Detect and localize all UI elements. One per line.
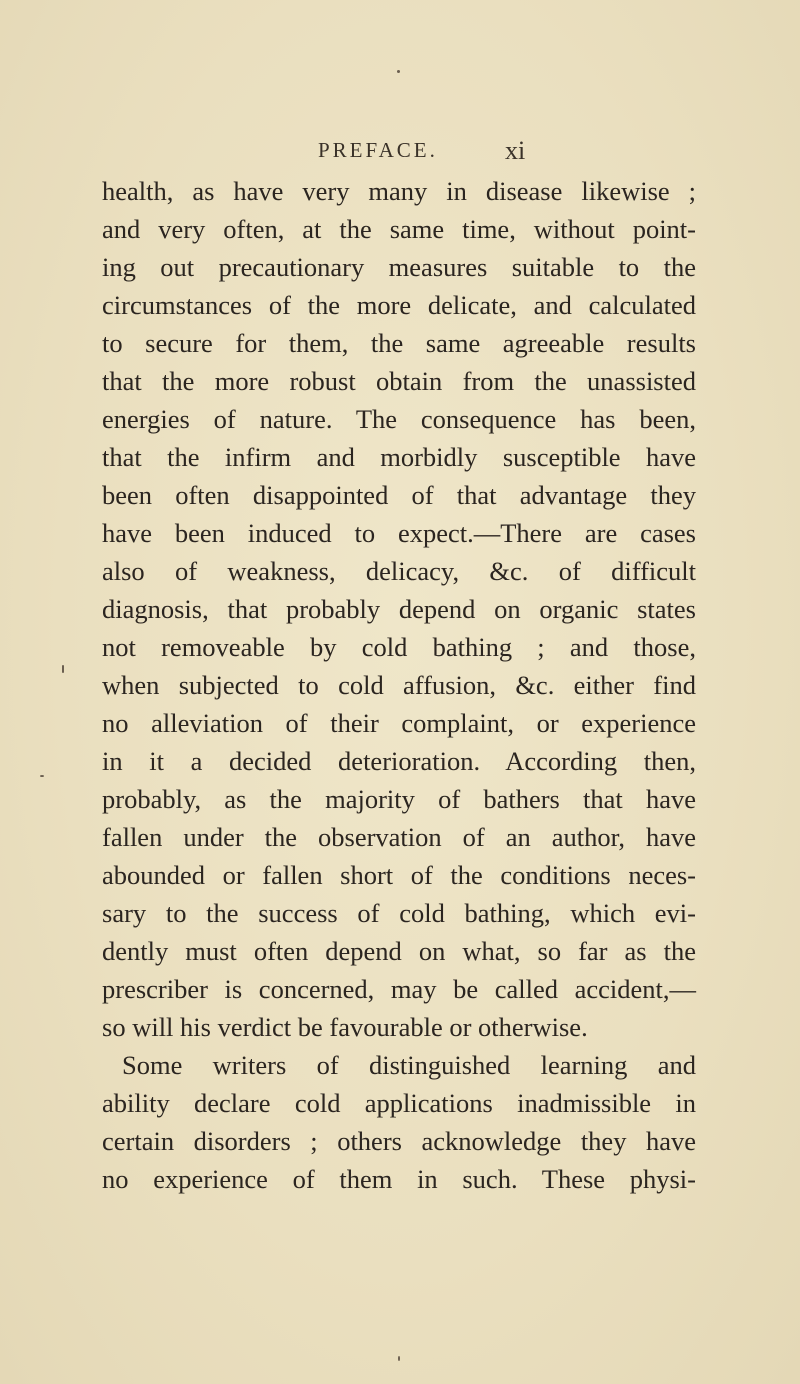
text-line: abounded or fallen short of the conditions neces-	[102, 860, 696, 890]
running-head: PREFACE.	[318, 138, 438, 162]
text-line: to secure for them, the same agreeable results	[102, 328, 696, 358]
text-line: have been induced to expect.—There are cases	[102, 518, 696, 548]
text-line: been often disappointed of that advantage they	[102, 480, 696, 510]
paper-speck	[397, 70, 400, 73]
text-line: that the infirm and morbidly susceptible have	[102, 442, 696, 472]
text-line: circumstances of the more delicate, and calculated	[102, 290, 696, 320]
text-line: dently must often depend on what, so far as the	[102, 936, 696, 966]
paper-speck	[398, 1356, 400, 1361]
paper-speck	[62, 665, 64, 673]
body-text	[102, 172, 696, 1198]
text-line: diagnosis, that probably depend on organic states	[102, 594, 696, 624]
text-line: sary to the success of cold bathing, which evi-	[102, 898, 696, 928]
paper-speck	[40, 775, 44, 777]
text-line: ing out precautionary measures suitable to the	[102, 252, 696, 282]
page-number: xi	[505, 136, 526, 165]
text-line: prescriber is concerned, may be called accident,—	[102, 974, 696, 1004]
text-line: no alleviation of their complaint, or experience	[102, 708, 696, 738]
text-line: and very often, at the same time, without point-	[102, 214, 696, 244]
text-line: certain disorders ; others acknowledge they have	[102, 1126, 696, 1156]
text-line: probably, as the majority of bathers that have	[102, 784, 696, 814]
text-line: no experience of them in such. These physi-	[102, 1164, 696, 1194]
text-line: so will his verdict be favourable or otherwise.	[102, 1012, 588, 1042]
text-line: in it a decided deterioration. According then,	[102, 746, 696, 776]
text-line: also of weakness, delicacy, &c. of difficult	[102, 556, 696, 586]
text-line: fallen under the observation of an author, have	[102, 822, 696, 852]
text-line: when subjected to cold affusion, &c. either find	[102, 670, 696, 700]
text-line: Some writers of distinguished learning and	[122, 1050, 696, 1080]
text-line: ability declare cold applications inadmissible in	[102, 1088, 696, 1118]
text-line: not removeable by cold bathing ; and those,	[102, 632, 696, 662]
text-line: that the more robust obtain from the unassisted	[102, 366, 696, 396]
text-line: health, as have very many in disease likewise ;	[102, 176, 696, 206]
text-line: energies of nature. The consequence has been,	[102, 404, 696, 434]
